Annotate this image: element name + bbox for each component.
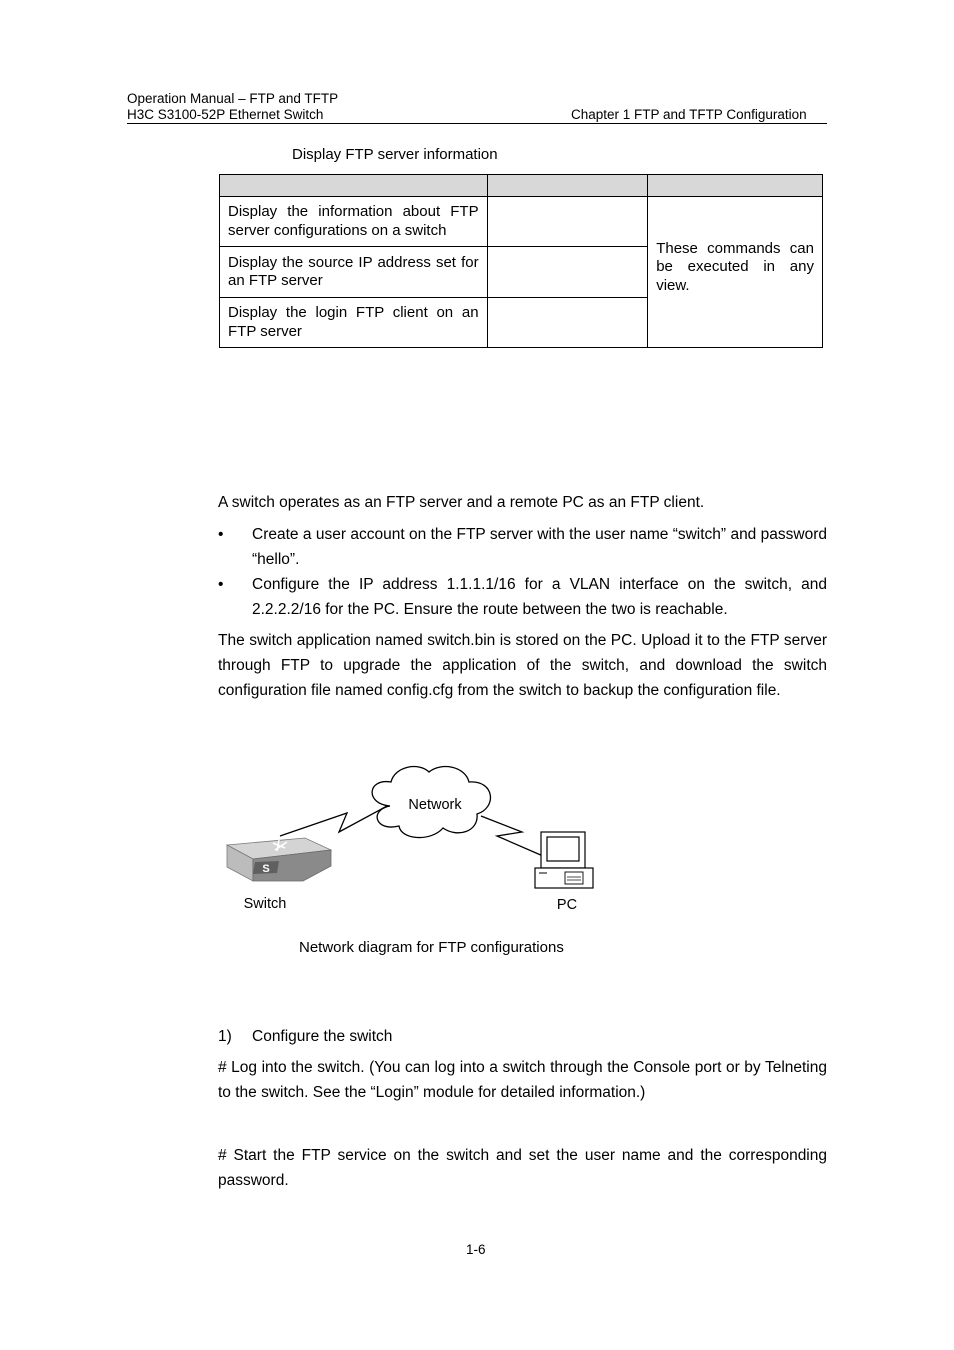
- table-caption: Display FTP server information: [292, 146, 498, 163]
- header-rule: [127, 123, 827, 124]
- table-cell-command: [487, 197, 648, 247]
- table-header-operation: [220, 175, 488, 197]
- table-header-remark: [648, 175, 823, 197]
- network-label: Network: [408, 797, 462, 813]
- ftp-service-note: # Start the FTP service on the switch and set the user name and the corresponding password.: [218, 1147, 827, 1189]
- table-header-command: [487, 175, 648, 197]
- step-number: 1): [218, 1028, 232, 1045]
- header-manual-title: Operation Manual – FTP and TFTP: [127, 91, 339, 106]
- header-chapter: Chapter 1 FTP and TFTP Configuration: [571, 107, 807, 122]
- table-cell-command: [487, 298, 648, 348]
- header-product: H3C S3100-52P Ethernet Switch: [127, 107, 324, 122]
- page-number: 1-6: [466, 1242, 486, 1257]
- list-item: [218, 572, 827, 622]
- list-item-text: Create a user account on the FTP server with the user name “switch” and password “hello”.: [252, 526, 827, 568]
- step-title: Configure the switch: [252, 1028, 393, 1045]
- switch-badge: S: [262, 863, 270, 875]
- bullet-icon: •: [218, 526, 224, 543]
- bullet-icon: •: [218, 576, 224, 593]
- table-cell-command: [487, 247, 648, 298]
- table-row: [220, 197, 823, 247]
- pc-icon: [535, 832, 593, 888]
- table-header-row: [220, 175, 823, 197]
- network-diagram: [215, 760, 615, 920]
- pc-label: PC: [556, 897, 578, 913]
- switch-icon: [227, 838, 331, 881]
- description-paragraph: The switch application named switch.bin is stored on the PC. Upload it to the FTP server through FTP to upgrade the application of the switch, and download the switch configuration file named config.cfg from the switch to backup the configuration file.: [218, 632, 827, 699]
- table-cell-operation: Display the source IP address set for an FTP server: [220, 247, 488, 298]
- command-table: [219, 174, 823, 348]
- diagram-caption: Network diagram for FTP configurations: [299, 939, 564, 956]
- list-item-text: Configure the IP address 1.1.1.1/16 for a VLAN interface on the switch, and 2.2.2.2/16 for the PC. Ensure the route between the two is reachable.: [252, 576, 827, 618]
- table-cell-operation: Display the information about FTP server configurations on a switch: [220, 197, 488, 247]
- table-cell-operation: Display the login FTP client on an FTP server: [220, 298, 488, 348]
- switch-network-link: [280, 806, 387, 836]
- intro-paragraph: A switch operates as an FTP server and a remote PC as an FTP client.: [218, 494, 705, 511]
- list-item: [218, 522, 827, 572]
- login-note: # Log into the switch. (You can log into a switch through the Console port or by Telneting to the switch. See the “Login” module for detailed information.): [218, 1059, 827, 1101]
- network-pc-link: [481, 816, 543, 856]
- table-cell-remark: These commands can be executed in any view.: [648, 197, 823, 348]
- switch-label: Switch: [243, 896, 287, 912]
